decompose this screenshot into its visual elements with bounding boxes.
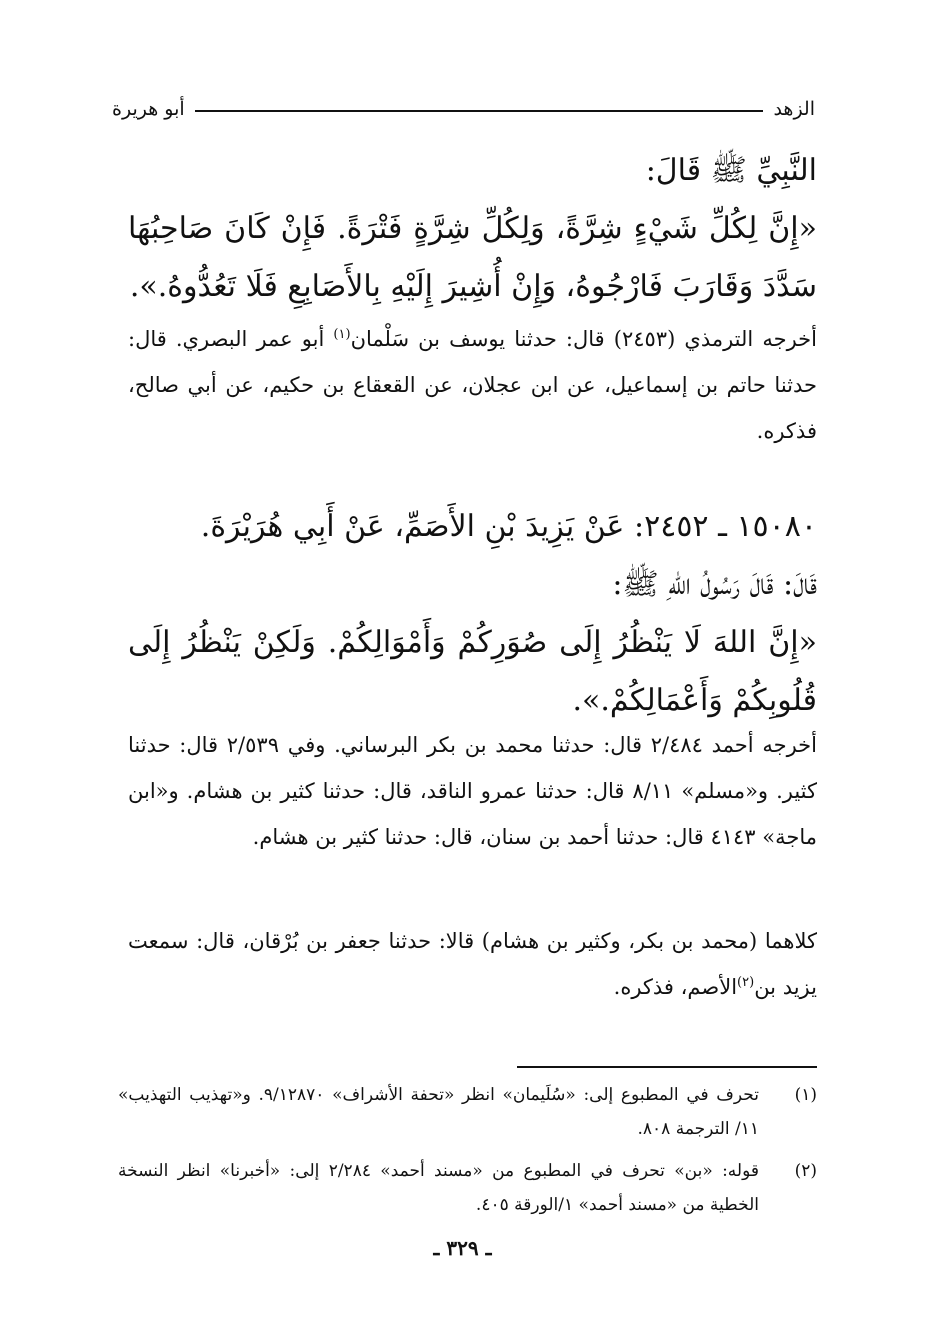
hadith-2 bbox=[128, 498, 817, 730]
footnote-2 bbox=[118, 1154, 817, 1222]
hadith-1-text: «إِنَّ لِكُلِّ شَيْءٍ شِرَّةً، وَلِكُلِّ شِرَّةٍ فَتْرَةً. فَإِنْ كَانَ صَاحِبُهَا سَدَّدَ وَقَارَبَ فَارْجُوهُ، وَإِنْ أُشِيرَ إِلَيْهِ بِالأَصَابِعِ فَلَا تَعُدُّوهُ.». bbox=[128, 211, 817, 304]
footnote-1 bbox=[118, 1078, 817, 1146]
footnote-marker-2: (٢) bbox=[737, 975, 755, 990]
footnote-marker-1: (١) bbox=[333, 327, 351, 342]
takhrij-note-2: أخرجه أحمد ٢/٤٨٤ قال: حدثنا محمد بن بكر البرساني. وفي ٢/٥٣٩ قال: حدثنا كثير. و«مسلم» ٨/١١ قال: حدثنا عمرو الناقد، قال: حدثنا كثير بن هشام. و«ابن ماجة» ٤١٤٣ قال: حدثنا أحمد بن سنان، قال: حدثنا كثير بن هشام. bbox=[128, 733, 817, 849]
note-3-before: كلاهما (محمد بن بكر، وكثير بن هشام) قالا: حدثنا جعفر بن بُرْقان، قال: سمعت يزيد بن bbox=[128, 929, 817, 999]
note-1-before: أخرجه الترمذي (٢٤٥٣) قال: حدثنا يوسف بن سَلْمان bbox=[350, 327, 817, 351]
footnote-separator bbox=[517, 1066, 817, 1068]
hadith-2-text: «إِنَّ اللهَ لَا يَنْظُرُ إِلَى صُوَرِكُمْ وَأَمْوَالِكُمْ. وَلَكِنْ يَنْظُرُ إِلَى قُلُوبِكُمْ وَأَعْمَالِكُمْ.». bbox=[128, 625, 817, 718]
header-section: أبو هريرة bbox=[112, 98, 185, 120]
takhrij-note-3 bbox=[128, 918, 817, 1010]
note-1-after: أبو عمر البصري. قال: حدثنا حاتم بن إسماعيل، عن ابن عجلان، عن القعقاع بن حكيم، عن أبي صالح، فذكره. bbox=[128, 327, 817, 443]
header-chapter: الزهد bbox=[773, 98, 815, 120]
page-number: ـ ٣٢٩ ـ bbox=[433, 1236, 492, 1260]
note-3-after: الأصم، فذكره. bbox=[613, 975, 738, 999]
takhrij-note-1 bbox=[128, 316, 817, 454]
running-header bbox=[112, 94, 815, 124]
footnote-2-number: (٢) bbox=[794, 1161, 817, 1181]
footnote-1-text: تحرف في المطبوع إلى: «سُلَيمان» انظر «تحفة الأشراف» ٩/١٢٨٧٠. و«تهذيب التهذيب» ١١/ الترجمة ٨٠٨. bbox=[118, 1085, 759, 1139]
hadith-1 bbox=[128, 142, 817, 316]
footnote-1-number: (١) bbox=[794, 1085, 817, 1105]
hadith-2-heading: ١٥٠٨٠ ـ ٢٤٥٢: عَنْ يَزِيدَ بْنِ الأَصَمِّ، عَنْ أَبِي هُرَيْرَةَ. bbox=[200, 509, 817, 544]
footnote-2-text: قوله: «بن» تحرف في المطبوع من «مسند أحمد» ٢/٢٨٤ إلى: «أخبرنا» انظر النسخة الخطية من «مسند أحمد» ١/الورقة ٤٠٥. bbox=[118, 1161, 760, 1215]
hadith-1-lead: النَّبِيِّ ﷺ قَالَ: bbox=[645, 153, 817, 188]
hadith-2-lead: قَالَ: قَالَ رَسُولُ اللهِ ﷺ: bbox=[612, 567, 817, 602]
header-rule bbox=[195, 110, 764, 112]
